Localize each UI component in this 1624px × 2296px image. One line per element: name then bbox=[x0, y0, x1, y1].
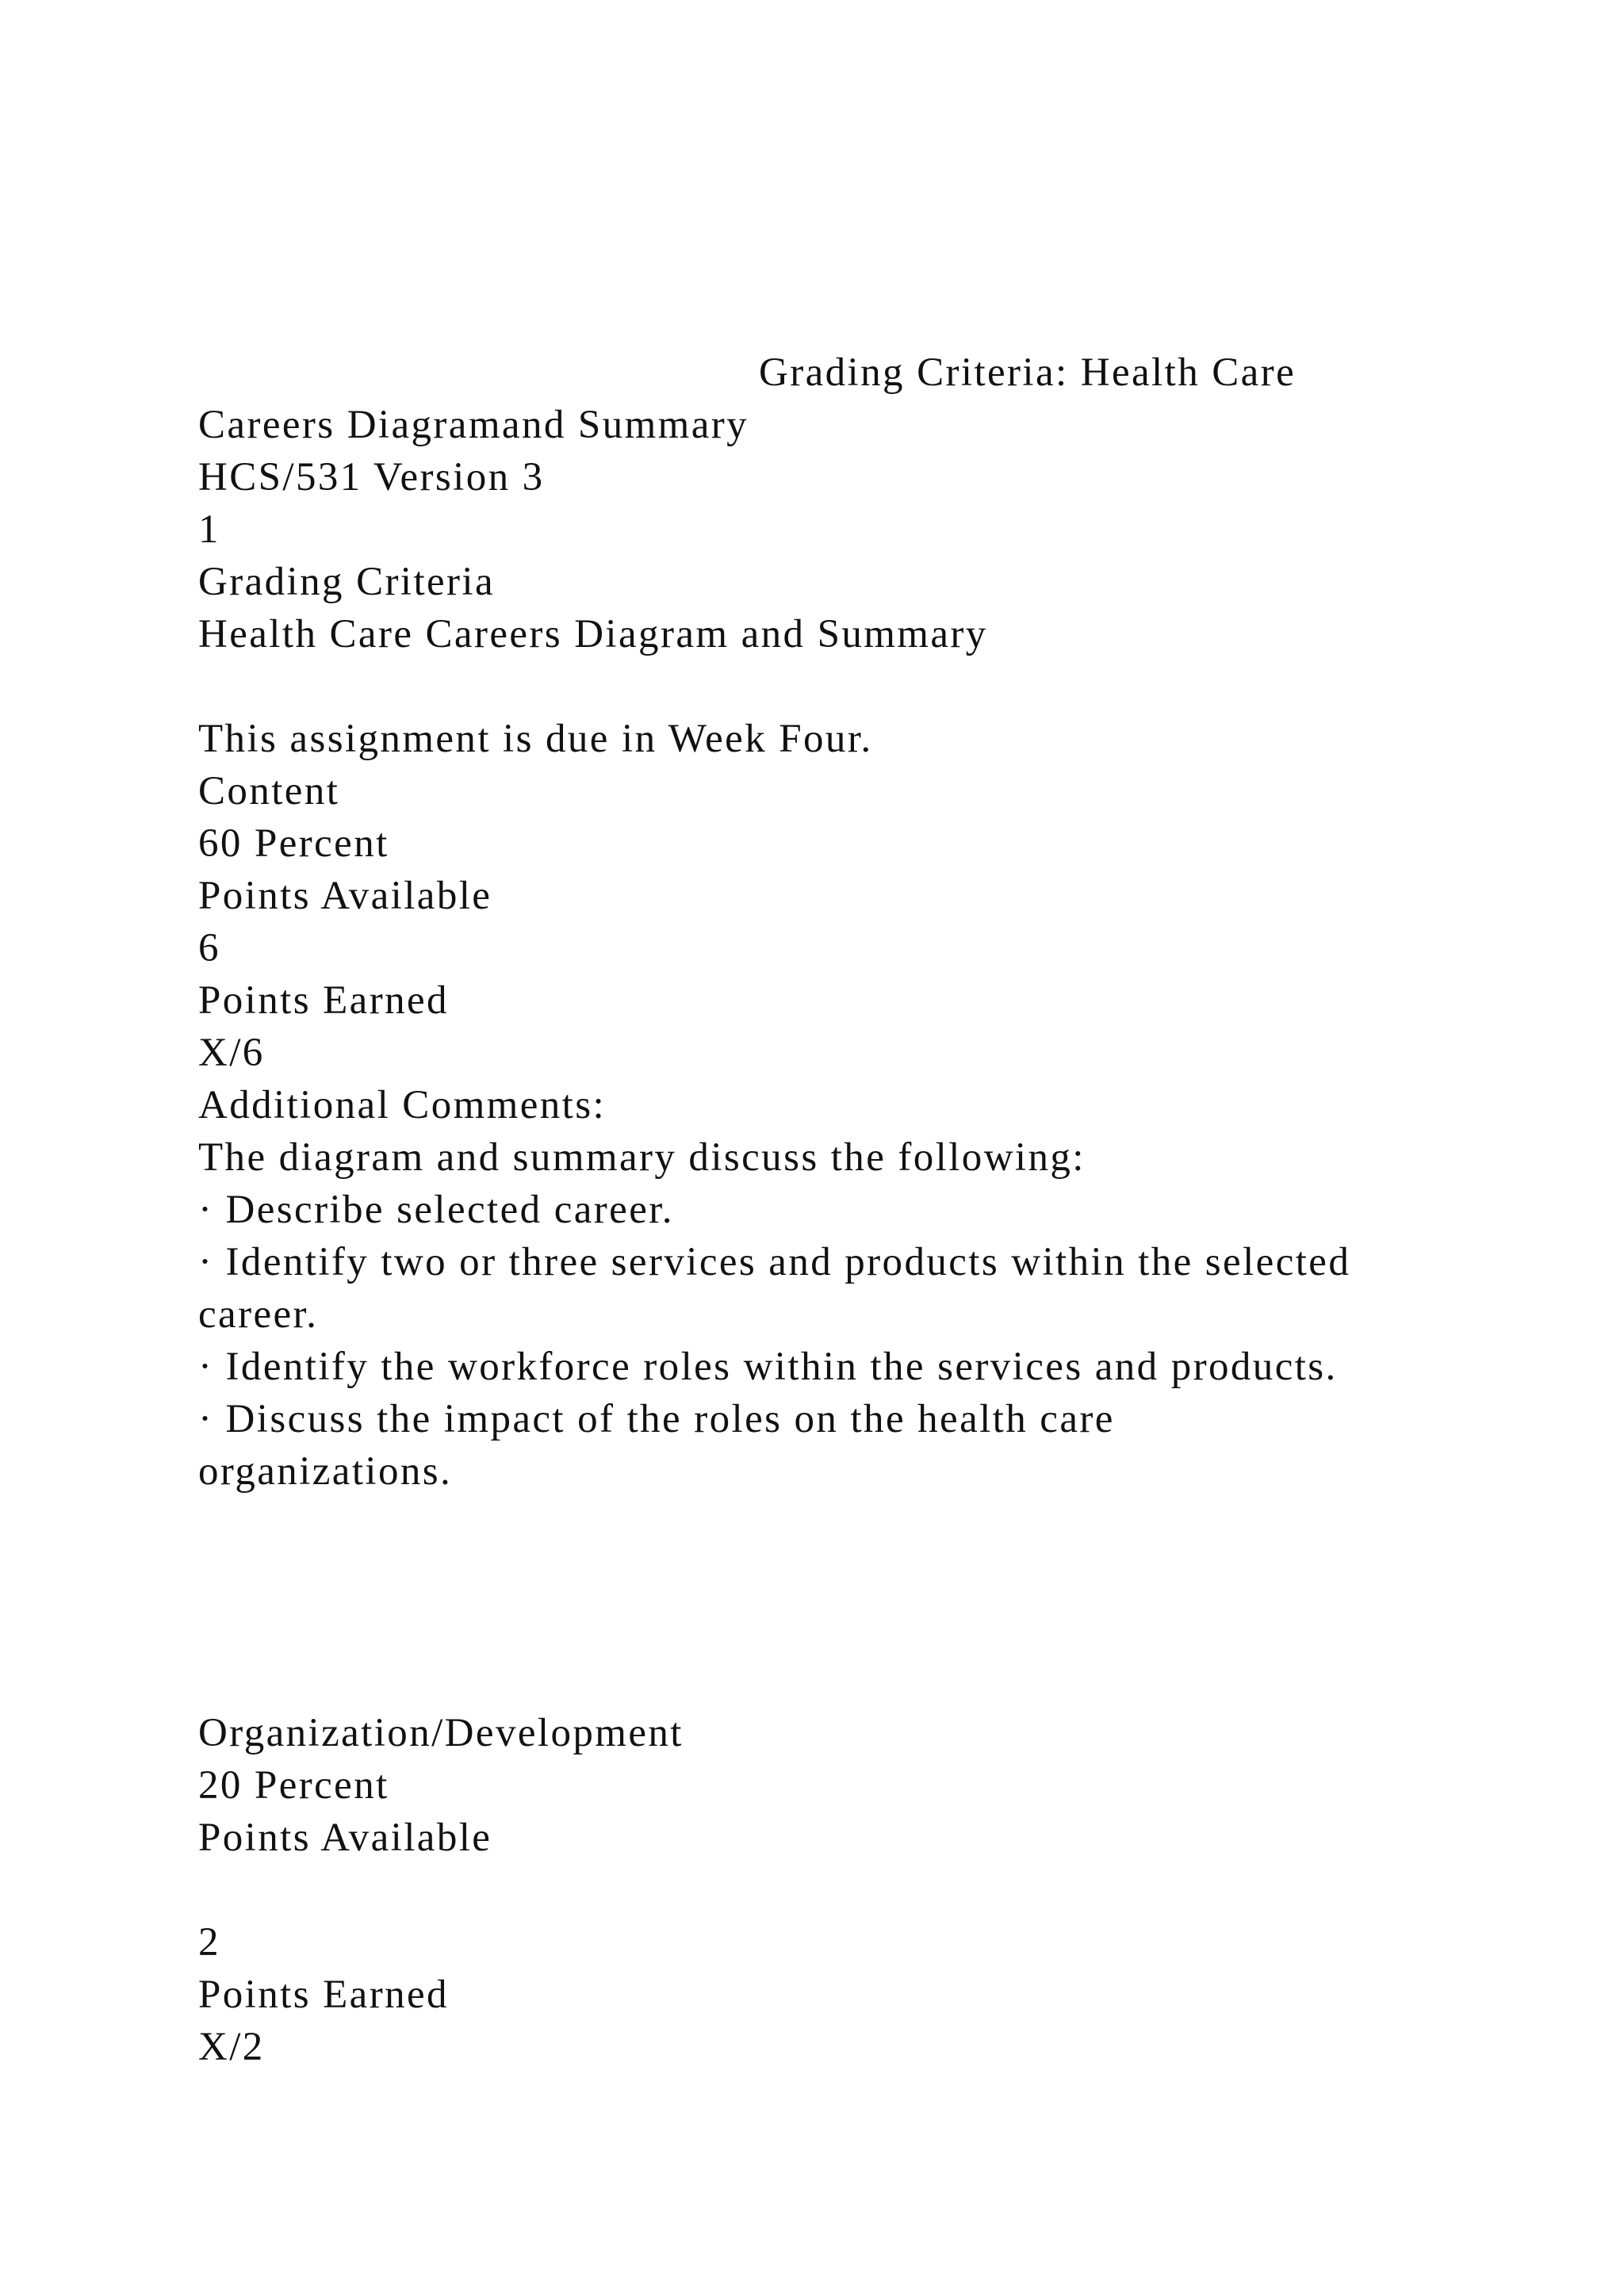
section-content-name: Content bbox=[198, 769, 340, 813]
criteria-item: · Identify the workforce roles within the services and products. bbox=[198, 1345, 1338, 1389]
section-organization-points-available-label: Points Available bbox=[198, 1816, 492, 1860]
document-title-line-2: Careers Diagramand Summary bbox=[198, 403, 749, 447]
heading: Grading Criteria bbox=[198, 560, 496, 604]
section-organization-percent: 20 Percent bbox=[198, 1763, 389, 1808]
due-note: This assignment is due in Week Four. bbox=[198, 717, 873, 761]
section-organization-points-earned-label: Points Earned bbox=[198, 1973, 449, 2017]
section-content-points-available-label: Points Available bbox=[198, 874, 492, 918]
document-title-line-1: Grading Criteria: Health Care bbox=[759, 350, 1297, 395]
section-content-points-earned-label: Points Earned bbox=[198, 978, 449, 1023]
criteria-item-continuation: organizations. bbox=[198, 1449, 453, 1494]
section-organization-name: Organization/Development bbox=[198, 1711, 684, 1755]
section-content-criteria-intro: The diagram and summary discuss the following: bbox=[198, 1135, 1086, 1180]
blank-line bbox=[198, 1498, 1499, 1550]
criteria-item-continuation: career. bbox=[198, 1292, 319, 1337]
blank-line bbox=[198, 1655, 1499, 1707]
course-version: HCS/531 Version 3 bbox=[198, 455, 545, 499]
page-number: 1 bbox=[198, 507, 220, 552]
blank-line bbox=[198, 1602, 1499, 1655]
section-content-comments-label: Additional Comments: bbox=[198, 1083, 607, 1127]
blank-line bbox=[198, 1864, 1499, 1916]
section-content-points-earned: X/6 bbox=[198, 1031, 265, 1075]
section-organization-points-available: 2 bbox=[198, 1920, 220, 1965]
section-organization-points-earned: X/2 bbox=[198, 2025, 265, 2069]
section-content-points-available: 6 bbox=[198, 926, 220, 970]
blank-line bbox=[198, 660, 1499, 713]
criteria-item: · Discuss the impact of the roles on the health care bbox=[198, 1397, 1115, 1441]
section-content-percent: 60 Percent bbox=[198, 821, 389, 866]
criteria-item: · Identify two or three services and products within the selected bbox=[198, 1240, 1351, 1284]
blank-line bbox=[198, 1550, 1499, 1602]
subheading: Health Care Careers Diagram and Summary bbox=[198, 612, 988, 656]
document-body bbox=[198, 346, 1499, 2073]
criteria-item: · Describe selected career. bbox=[198, 1188, 674, 1232]
